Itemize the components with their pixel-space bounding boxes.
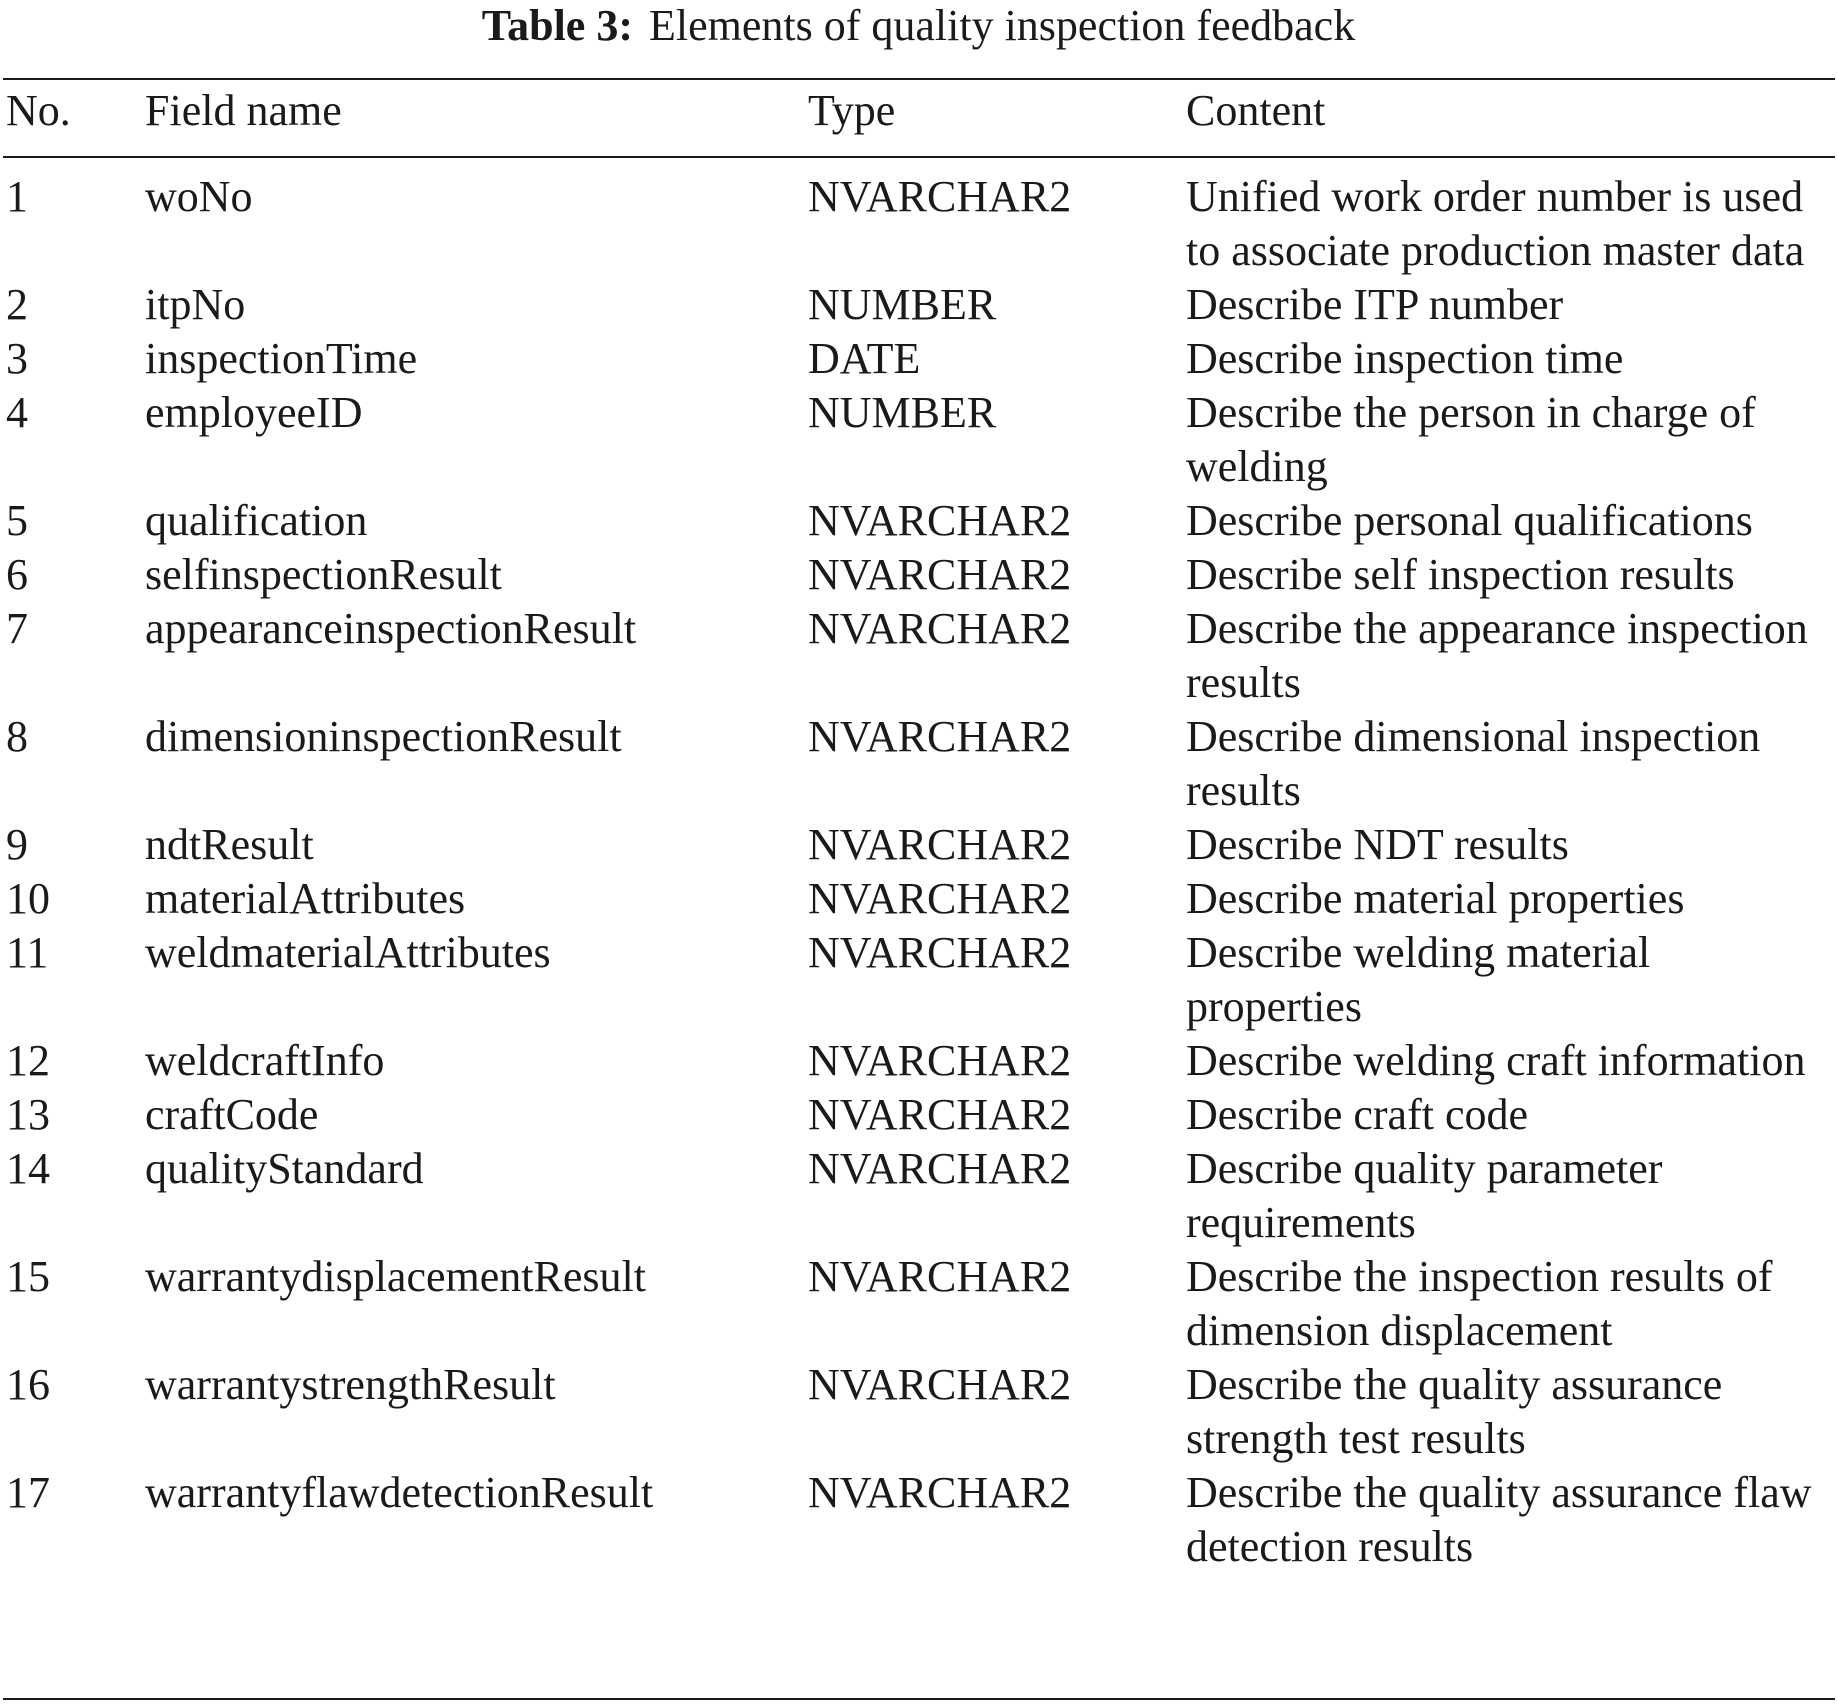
cell-no: 9	[6, 820, 28, 869]
cell-field-name: itpNo	[145, 280, 246, 329]
cell-field-name: materialAttributes	[145, 874, 466, 923]
cell-field-name: inspectionTime	[145, 334, 418, 383]
cell-no: 10	[6, 874, 50, 923]
table-header-row	[6, 80, 1832, 158]
cell-no: 12	[6, 1036, 50, 1085]
table-row	[6, 1250, 1832, 1358]
cell-field-name: warrantystrengthResult	[145, 1360, 556, 1409]
cell-content: Describe personal qualifications	[1186, 496, 1753, 545]
cell-no: 15	[6, 1252, 50, 1301]
table-row	[6, 818, 1832, 872]
cell-type: NVARCHAR2	[808, 712, 1072, 761]
table-spacer	[6, 158, 1832, 170]
table-row	[6, 386, 1832, 494]
cell-content: Describe the quality assurance strength test results	[1186, 1360, 1723, 1463]
header-type: Type	[808, 86, 896, 135]
cell-content: Unified work order number is used to associate production master data	[1186, 172, 1805, 275]
cell-type: NVARCHAR2	[808, 1468, 1072, 1517]
cell-no: 1	[6, 172, 28, 221]
cell-type: NVARCHAR2	[808, 820, 1072, 869]
header-content: Content	[1186, 86, 1326, 135]
table-row	[6, 1358, 1832, 1466]
table-row	[6, 710, 1832, 818]
table-bottom-rule	[3, 1698, 1835, 1700]
cell-field-name: employeeID	[145, 388, 363, 437]
table-row	[6, 1088, 1832, 1142]
cell-field-name: warrantydisplacementResult	[145, 1252, 646, 1301]
cell-type: NVARCHAR2	[808, 1036, 1072, 1085]
cell-type: NVARCHAR2	[808, 874, 1072, 923]
cell-no: 7	[6, 604, 28, 653]
table-row	[6, 1142, 1832, 1250]
cell-no: 17	[6, 1468, 50, 1517]
cell-no: 11	[6, 928, 49, 977]
cell-type: NVARCHAR2	[808, 496, 1072, 545]
cell-field-name: ndtResult	[145, 820, 314, 869]
table-row	[6, 926, 1832, 1034]
table-row	[6, 1466, 1832, 1574]
table-row	[6, 1034, 1832, 1088]
table-caption	[0, 2, 1837, 50]
cell-field-name: qualityStandard	[145, 1144, 424, 1193]
cell-content: Describe the inspection results of dimension displacement	[1186, 1252, 1773, 1355]
cell-type: NVARCHAR2	[808, 604, 1072, 653]
cell-content: Describe the quality assurance flaw detection results	[1186, 1468, 1812, 1571]
header-no: No.	[6, 86, 71, 135]
cell-type: NVARCHAR2	[808, 172, 1072, 221]
cell-field-name: weldmaterialAttributes	[145, 928, 551, 977]
cell-no: 13	[6, 1090, 50, 1139]
header-field-name: Field name	[145, 86, 342, 135]
table-row	[6, 170, 1832, 278]
cell-type: NVARCHAR2	[808, 928, 1072, 977]
cell-no: 5	[6, 496, 28, 545]
cell-no: 8	[6, 712, 28, 761]
cell-content: Describe craft code	[1186, 1090, 1529, 1139]
inspection-feedback-table	[6, 80, 1832, 1574]
cell-content: Describe the person in charge of welding	[1186, 388, 1756, 491]
table-row	[6, 548, 1832, 602]
cell-content: Describe welding material properties	[1186, 928, 1651, 1031]
table-caption-title: Elements of quality inspection feedback	[648, 1, 1356, 50]
cell-field-name: woNo	[145, 172, 253, 221]
cell-type: NVARCHAR2	[808, 1090, 1072, 1139]
table-row	[6, 278, 1832, 332]
table-row	[6, 494, 1832, 548]
cell-content: Describe quality parameter requirements	[1186, 1144, 1663, 1247]
cell-no: 4	[6, 388, 28, 437]
cell-content: Describe material properties	[1186, 874, 1685, 923]
cell-no: 16	[6, 1360, 50, 1409]
cell-content: Describe the appearance inspection results	[1186, 604, 1808, 707]
cell-content: Describe inspection time	[1186, 334, 1624, 383]
cell-content: Describe dimensional inspection results	[1186, 712, 1761, 815]
cell-content: Describe welding craft information	[1186, 1036, 1806, 1085]
cell-field-name: craftCode	[145, 1090, 319, 1139]
cell-field-name: warrantyflawdetectionResult	[145, 1468, 654, 1517]
cell-type: NVARCHAR2	[808, 1144, 1072, 1193]
cell-field-name: appearanceinspectionResult	[145, 604, 637, 653]
cell-type: NVARCHAR2	[808, 550, 1072, 599]
cell-type: NUMBER	[808, 280, 997, 329]
cell-content: Describe self inspection results	[1186, 550, 1735, 599]
table-row	[6, 602, 1832, 710]
cell-field-name: dimensioninspectionResult	[145, 712, 622, 761]
table-row	[6, 332, 1832, 386]
cell-content: Describe NDT results	[1186, 820, 1569, 869]
cell-field-name: selfinspectionResult	[145, 550, 502, 599]
cell-type: DATE	[808, 334, 921, 383]
table-caption-label: Table 3:	[481, 1, 633, 50]
cell-type: NVARCHAR2	[808, 1252, 1072, 1301]
cell-content: Describe ITP number	[1186, 280, 1564, 329]
table-row	[6, 872, 1832, 926]
cell-no: 14	[6, 1144, 50, 1193]
cell-no: 6	[6, 550, 28, 599]
cell-type: NUMBER	[808, 388, 997, 437]
cell-type: NVARCHAR2	[808, 1360, 1072, 1409]
cell-field-name: qualification	[145, 496, 368, 545]
cell-field-name: weldcraftInfo	[145, 1036, 385, 1085]
cell-no: 3	[6, 334, 28, 383]
cell-no: 2	[6, 280, 28, 329]
